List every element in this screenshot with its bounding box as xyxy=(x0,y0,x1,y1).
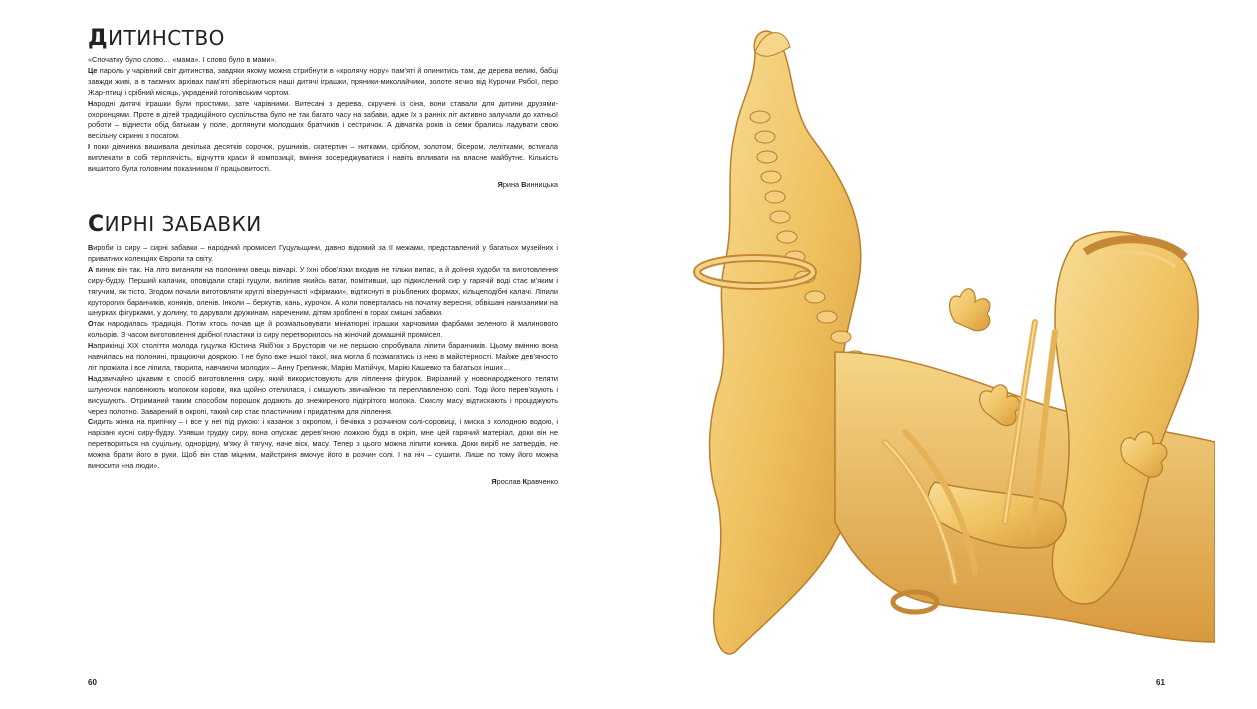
section-title-cheese-toys xyxy=(88,212,558,237)
paragraph: Це пароль у чарівний світ дитинства, завдяки якому можна стрибнути в «кролячу нору» пам’яті й опинитись там, де дерева великі, бабці завжди живі, а в таємних архівах пам’яті зберігаються наші дитячі іграшки, пряники-миколайчики, золоте яєчко від Курочки Рябої, перо Жар-птиці і срібний місяць, украдений гоголівським чортом. xyxy=(88,65,558,97)
title-rest: ИРНІ ЗАБАВКИ xyxy=(104,211,262,236)
cheese-figurine-photo xyxy=(655,22,1215,672)
paragraph: Вироби із сиру – сирні забавки – народний промисел Гуцульщини, давно відомий за її межами, представлений у багатьох музейних і приватних колекціях Європи та світу. xyxy=(88,242,558,263)
paragraph: І поки дівчинка вишивала декілька десятків сорочок, рушників, скатертин – нитками, сріблом, золотом, бісером, лелітками, встигала виплекати в собі терплячість, відчуття краси й композиції, вміння зосереджуватися і навіть впливати на власне майбутнє. Кількість вишитого була головним показником її працьовитості. xyxy=(88,142,558,174)
paragraph: Народні дитячі іграшки були простими, зате чарівними. Витесані з дерева, скручені із сіна, вони ставали для дитини друзями-охоронцями. Проте в дітей традиційного суспільства було не так багато часу на забави, адже їх з ранніх літ активно залучали до хатньої роботи – віднести обід батькам у поле, доглянути молодших братчиків і сестричок. А дівчатка років із семи брались ладувати свою весільну скриню з посагом. xyxy=(88,98,558,141)
paragraph: «Спочатку було слово… «мама». І слово було в мами». xyxy=(88,55,277,64)
paragraph: Отак народилась традиція. Потім хтось почав ще й розмальовувати мініатюрні іграшки харчовими фарбами зеленого й малинового кольорів. З часом виготовлення дрібної пластики із сиру перетворилось на жіночий домашній промисел. xyxy=(88,319,558,340)
author-signature-1: Ярина Винницька xyxy=(497,179,558,189)
left-page xyxy=(88,26,558,486)
paragraph: Сидить жінка на припічку – і все у неї під рукою: і казанок з окропом, і бечівка з розчином солі-соровиці, і миска з холодною водою, і нарізані куснi сиру-будзу. Узявши грудку сиру, вона опускає дерев’яною ложкою будз в окріп, мне цей гарячий матеріал, доки він не перетвориться на суцільну, однорідну, м’яку й тягучу, наче віск, масу. Тепер з цього можна ліпити коника. Доки виріб не затвердів, не можна брати його в руки. Щоб він став міцним, майстриня вмочує його в розчин солі. І на ніч – сушити. Лише по тому його можна виносити «на люди». xyxy=(88,417,558,471)
section-title-childhood xyxy=(88,26,558,51)
page-number-left: 60 xyxy=(88,678,97,687)
author-signature-2: Ярослав Кравченко xyxy=(491,477,558,486)
paragraph: Надзвичайно цікавим є спосіб виготовлення сиру, який використовують для ліплення фігурок. Вирізаний у новонародженого теляти шлуночок наповнюють молоком корови, яка щойно отелилася, і смішують звичайною та переплавленою солі. Тоді його перев’язують і висушують. Отриманий таким способом порошок додають до знежиреного підігрітого молока. Скислу масу відтискають і проціджують через полотно. Заварений в окропі, такий сир стає пластичним і придатним для ліплення. xyxy=(88,373,558,416)
section-childhood-body xyxy=(88,55,558,175)
paragraph: Наприкінці ХІХ століття молода гуцулка Юстина Якіб’юк з Брусторів чи не першою спробувала ліпити баранчиків. Цьому вмінню вона навчилась на полонині, працюючи дояркою. І не було вже іншої такої, яка могла б позмагатись із нею в майстерності. Майже дев’яносто літ прожила і все ліпила, творила, навчаючи молодих – Анну Грепиняк, Марію Матійчук, Марію Кашевко та багатьох інших… xyxy=(88,341,558,372)
title-initial: С xyxy=(88,211,105,237)
title-rest: ИТИНСТВО xyxy=(108,26,225,50)
page-number-right: 61 xyxy=(1156,678,1165,687)
title-initial: Д xyxy=(88,26,109,51)
section-cheese-toys-body xyxy=(88,243,558,472)
paragraph: А виник він так. На літо виганяли на полонини овець вівчарі. У їхні обов’язки входив не тільки випас, а й доїння худоби та виготовлення сиру-будзу. Перший калачик, оповідали старі гуцули, виліпив якийсь ватаг, помітивши, що підкислений сир у гарячій воді стає м’яким і тягучим, як тісто. Згодом почали виготовляти круглі візерунчасті «фірмаки», відтиснуті в різьблених формах, кільцеподібні калачі. Ліпили круторогих баранчиків, коників, оленів. Інколи – беркутів, кань, курочок. А коли поверталась на початку вересня, обвішані нанизаними на шнурках фігурками, у долину, то дарували дружинам, нареченим, дітям зроблені в горах смішні забавки. xyxy=(88,264,558,318)
